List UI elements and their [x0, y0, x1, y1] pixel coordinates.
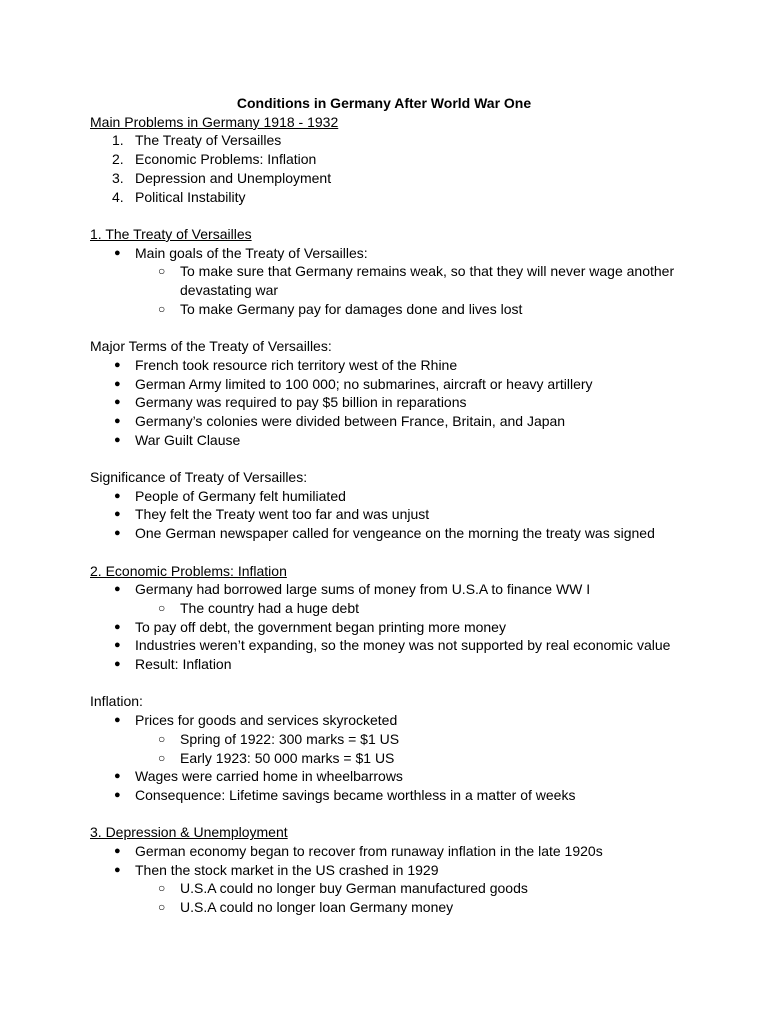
list-item: ○ U.S.A could no longer buy German manufactured goods: [158, 880, 528, 897]
main-problems-heading: Main Problems in Germany 1918 - 1932: [90, 113, 339, 130]
list-item: 3. Depression and Unemployment: [112, 169, 332, 186]
list-number: 4.: [112, 188, 124, 205]
bullet-icon: ●: [114, 246, 121, 259]
sub-bullet-icon: ○: [158, 881, 166, 896]
list-item: 2. Economic Problems: Inflation: [112, 151, 317, 168]
list-item: ● People of Germany felt humiliated: [114, 487, 346, 504]
economic-problems-list: [90, 580, 690, 674]
inflation-section-heading: 2. Economic Problems: Inflation: [90, 562, 287, 579]
list-item: ● German economy began to recover from runaway inflation in the late 1920s: [114, 843, 603, 860]
terms-list: [90, 356, 690, 450]
document-title: Conditions in Germany After World War One: [236, 95, 532, 111]
list-item: ● Germany’s colonies were divided between France, Britain, and Japan: [114, 412, 566, 429]
depression-list: [90, 842, 690, 917]
list-item: 4. Political Instability: [112, 188, 246, 205]
list-item: ○ Spring of 1922: 300 marks = $1 US: [158, 730, 400, 747]
list-item: ● Wages were carried home in wheelbarrows: [114, 768, 403, 785]
significance-heading: Significance of Treaty of Versailles:: [90, 469, 308, 486]
list-item: ● Germany had borrowed large sums of money from U.S.A to finance WW I: [114, 581, 591, 598]
depression-heading: 3. Depression & Unemployment: [90, 824, 288, 841]
list-number: 2.: [112, 151, 124, 168]
sub-bullet-icon: ○: [158, 301, 166, 316]
inflation-heading: Inflation:: [90, 693, 143, 710]
sub-bullet-icon: ○: [158, 264, 166, 279]
bullet-icon: ●: [114, 433, 121, 446]
bullet-icon: ●: [114, 714, 121, 727]
bullet-icon: ●: [114, 396, 121, 409]
list-item: ○ To make sure that Germany remains weak, so that they will never wage another devastating war: [158, 263, 675, 299]
significance-list: [90, 487, 690, 543]
bullet-icon: ●: [114, 583, 121, 596]
sub-bullet-icon: ○: [158, 900, 166, 915]
list-item: ○ Early 1923: 50 000 marks = $1 US: [158, 749, 395, 766]
terms-heading: Major Terms of the Treaty of Versailles:: [90, 338, 332, 355]
treaty-heading: 1. The Treaty of Versailles: [90, 225, 252, 242]
bullet-icon: ●: [114, 508, 121, 521]
bullet-icon: ●: [114, 770, 121, 783]
sub-bullet-icon: ○: [158, 600, 166, 615]
bullet-icon: ●: [114, 863, 121, 876]
list-item: ● French took resource rich territory west of the Rhine: [114, 356, 458, 373]
sub-bullet-icon: ○: [158, 731, 166, 746]
bullet-icon: ●: [114, 788, 121, 801]
list-item: ● Result: Inflation: [114, 656, 232, 673]
treaty-goals-list: [90, 244, 690, 319]
list-item: ● Then the stock market in the US crashed in 1929: [114, 861, 439, 878]
list-item: ○ The country had a huge debt: [158, 599, 360, 616]
bullet-icon: ●: [114, 845, 121, 858]
list-item: ● Germany was required to pay $5 billion in reparations: [114, 394, 467, 411]
list-number: 1.: [112, 132, 124, 149]
list-item: ● Consequence: Lifetime savings became worthless in a matter of weeks: [114, 786, 576, 803]
list-item: ○ To make Germany pay for damages done and lives lost: [158, 300, 523, 317]
bullet-icon: ●: [114, 527, 121, 540]
list-item: ● German Army limited to 100 000; no submarines, aircraft or heavy artillery: [114, 375, 593, 392]
list-item: ○ U.S.A could no longer loan Germany money: [158, 899, 454, 916]
main-problems-list: [90, 131, 690, 206]
list-item: ● To pay off debt, the government began printing more money: [114, 618, 506, 635]
list-item: ● One German newspaper called for vengeance on the morning the treaty was signed: [114, 525, 655, 542]
list-item: ● War Guilt Clause: [114, 431, 241, 448]
list-number: 3.: [112, 169, 124, 186]
list-item: ● Main goals of the Treaty of Versailles:: [114, 244, 368, 261]
list-item: ● Industries weren’t expanding, so the money was not supported by real economic value: [114, 637, 671, 654]
bullet-icon: ●: [114, 358, 121, 371]
bullet-icon: ●: [114, 620, 121, 633]
bullet-icon: ●: [114, 658, 121, 671]
list-item: ● Prices for goods and services skyrocketed: [114, 712, 398, 729]
bullet-icon: ●: [114, 639, 121, 652]
bullet-icon: ●: [114, 377, 121, 390]
bullet-icon: ●: [114, 414, 121, 427]
sub-bullet-icon: ○: [158, 750, 166, 765]
list-item: 1. The Treaty of Versailles: [112, 132, 282, 149]
list-item: ● They felt the Treaty went too far and was unjust: [114, 506, 430, 523]
document-body: [90, 94, 690, 917]
bullet-icon: ●: [114, 489, 121, 502]
inflation-list: [90, 711, 690, 805]
